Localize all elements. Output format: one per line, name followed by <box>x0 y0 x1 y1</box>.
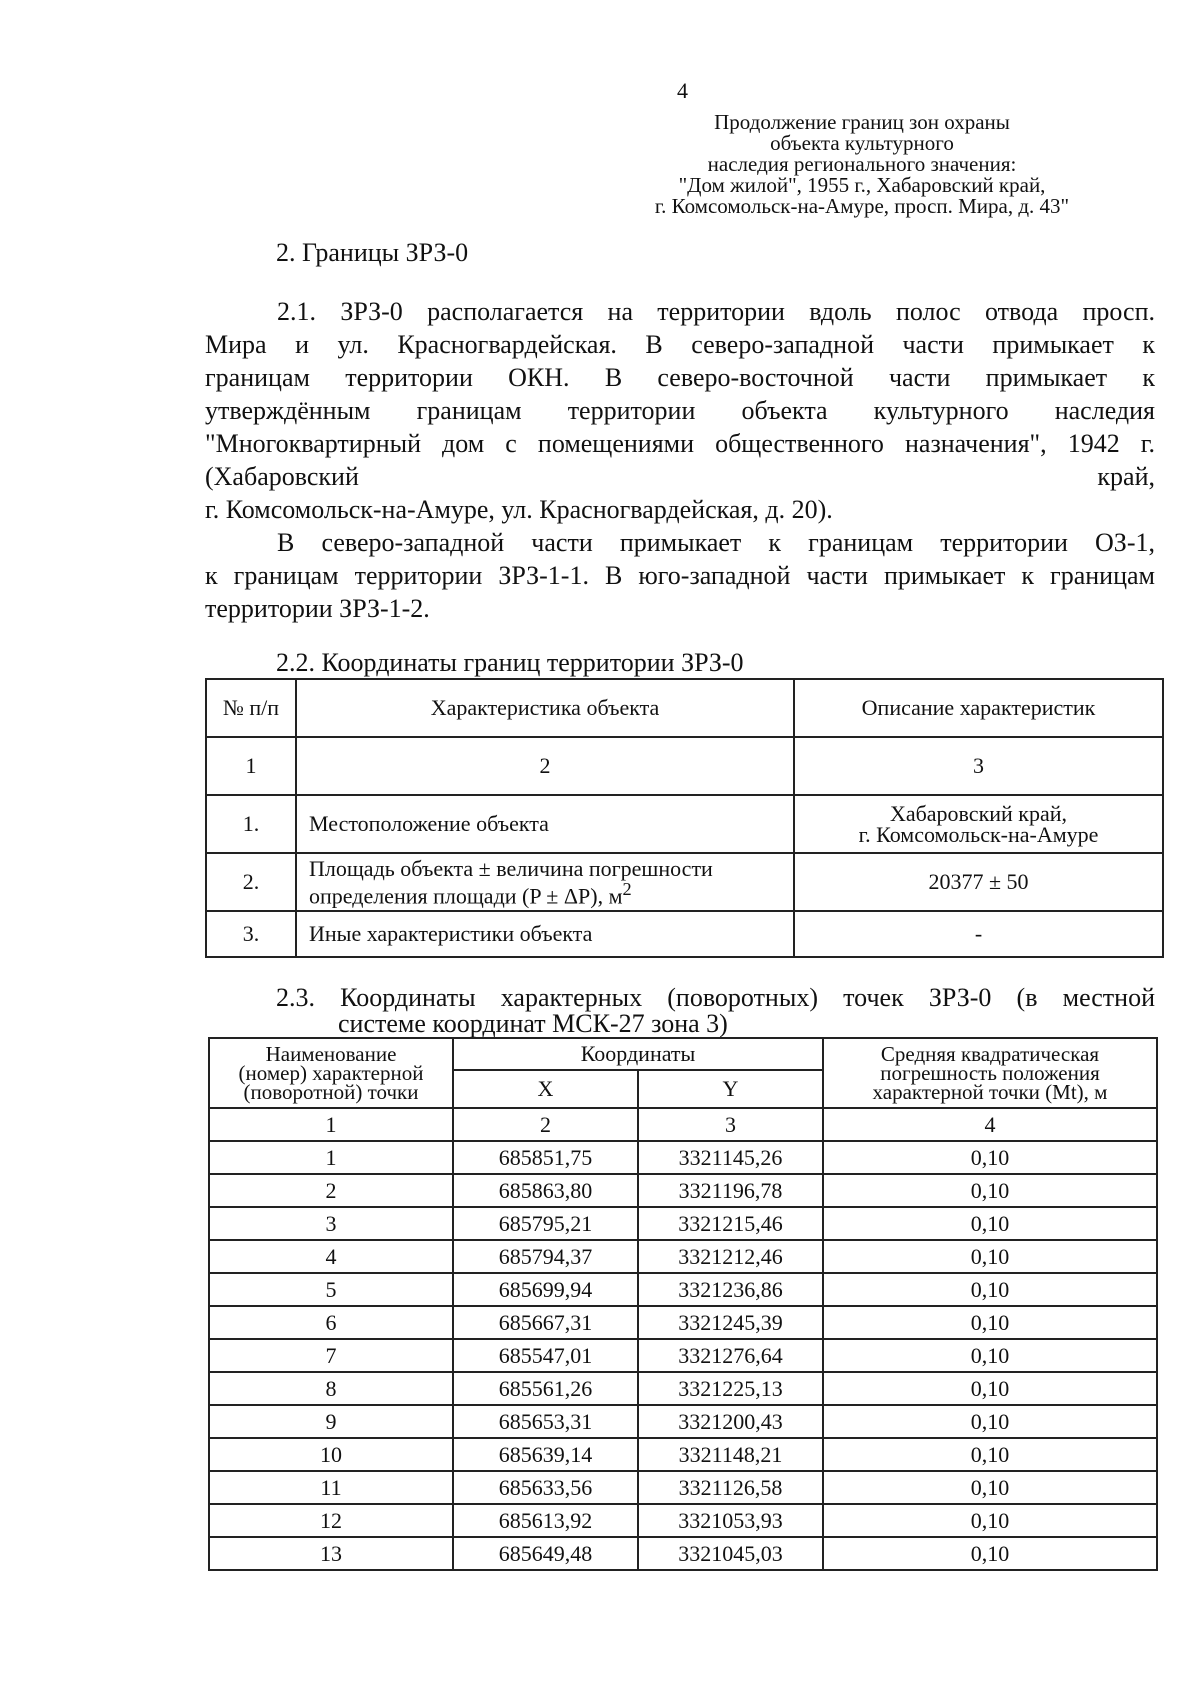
table-cell: 6 <box>209 1306 453 1339</box>
table-cell: 685653,31 <box>453 1405 638 1438</box>
header-line: г. Комсомольск-на-Амуре, просп. Мира, д. 43" <box>654 194 1070 218</box>
header-line: объекта культурного <box>770 131 954 155</box>
table-cell: 3. <box>206 911 296 957</box>
table-row <box>209 1273 1157 1306</box>
paragraph-line: "Многоквартирный дом с помещениями общественного назначения", 1942 г. <box>205 429 1155 458</box>
table-cell: 2 <box>453 1108 638 1141</box>
table-cell: 2 <box>209 1174 453 1207</box>
header-cell: Описание характеристик <box>794 679 1163 737</box>
table-cell: 0,10 <box>823 1240 1157 1273</box>
paragraph-boundaries-cont <box>205 328 1155 526</box>
header-cell-error <box>823 1038 1157 1108</box>
table-cell: 0,10 <box>823 1306 1157 1339</box>
table-row <box>209 1174 1157 1207</box>
table-row <box>209 1405 1157 1438</box>
table-cell: 3321196,78 <box>638 1174 823 1207</box>
table-cell: 9 <box>209 1405 453 1438</box>
header-cell-x: X <box>453 1070 638 1108</box>
header-line: Наименование <box>265 1041 397 1066</box>
cell-line: Хабаровский край, <box>889 801 1068 826</box>
table-row <box>206 853 1163 911</box>
cell-text: определения площади (P ± ΔP), м <box>309 883 623 909</box>
table-cell: 685667,31 <box>453 1306 638 1339</box>
section-title: 2. Границы ЗРЗ-0 <box>276 238 469 267</box>
cell-line <box>309 878 793 909</box>
table-cell: 0,10 <box>823 1339 1157 1372</box>
table-cell: 0,10 <box>823 1405 1157 1438</box>
table-cell: 7 <box>209 1339 453 1372</box>
table-cell: 3 <box>209 1207 453 1240</box>
paragraph-boundaries <box>205 295 1155 328</box>
table-cell: 0,10 <box>823 1372 1157 1405</box>
table-cell: 1 <box>209 1108 453 1141</box>
table1-caption: 2.2. Координаты границ территории ЗРЗ-0 <box>276 648 744 677</box>
characteristics-table <box>205 678 1164 958</box>
table-cell: 0,10 <box>823 1471 1157 1504</box>
table-cell: 2 <box>296 737 794 795</box>
cell-line: Площадь объекта ± величина погрешности <box>309 855 713 881</box>
table-cell: 685613,92 <box>453 1504 638 1537</box>
table-cell: 3321126,58 <box>638 1471 823 1504</box>
table-row <box>209 1240 1157 1273</box>
paragraph-line: В северо-западной части примыкает к границам территории ОЗ-1, <box>277 528 1155 557</box>
table-cell: 0,10 <box>823 1537 1157 1570</box>
paragraph-line: территории ЗРЗ-1-2. <box>205 594 430 623</box>
table-cell: 685639,14 <box>453 1438 638 1471</box>
table-number-row <box>206 737 1163 795</box>
table-cell: 3 <box>794 737 1163 795</box>
header-line: Средняя квадратическая <box>880 1041 1100 1066</box>
paragraph-line: 2.1. ЗРЗ-0 располагается на территории вдоль полос отвода просп. <box>277 297 1155 326</box>
header-cell-coordinates: Координаты <box>453 1038 823 1070</box>
table-cell: 3321276,64 <box>638 1339 823 1372</box>
table-cell: 3321236,86 <box>638 1273 823 1306</box>
table-row <box>209 1339 1157 1372</box>
table-cell: 3321045,03 <box>638 1537 823 1570</box>
table-cell: 3321200,43 <box>638 1405 823 1438</box>
table-row <box>209 1141 1157 1174</box>
paragraph-line: (Хабаровский край, <box>205 462 1155 491</box>
table-number-row <box>209 1108 1157 1141</box>
header-cell: № п/п <box>206 679 296 737</box>
table-cell: 3321245,39 <box>638 1306 823 1339</box>
table-cell: 685795,21 <box>453 1207 638 1240</box>
table-cell: 3321225,13 <box>638 1372 823 1405</box>
table-row <box>209 1372 1157 1405</box>
table-cell: 685561,26 <box>453 1372 638 1405</box>
table-header-row <box>209 1038 1157 1070</box>
paragraph-adjacent <box>205 526 1155 625</box>
table-cell: 0,10 <box>823 1438 1157 1471</box>
table-cell: 3321212,46 <box>638 1240 823 1273</box>
table-cell: 13 <box>209 1537 453 1570</box>
table-cell: 1 <box>206 737 296 795</box>
table-row <box>206 795 1163 853</box>
header-line: характерной точки (Mt), м <box>872 1079 1108 1104</box>
table-cell: 3321053,93 <box>638 1504 823 1537</box>
header-line: "Дом жилой", 1955 г., Хабаровский край, <box>678 173 1046 197</box>
document-header <box>582 112 1142 217</box>
paragraph-line: Мира и ул. Красногвардейская. В северо-западной части примыкает к <box>205 330 1155 359</box>
paragraph-line: утверждённым границам территории объекта культурного наследия <box>205 396 1155 425</box>
table-cell: 0,10 <box>823 1273 1157 1306</box>
table-cell: 12 <box>209 1504 453 1537</box>
header-cell: Характеристика объекта <box>296 679 794 737</box>
table-cell: 0,10 <box>823 1174 1157 1207</box>
table-cell: 0,10 <box>823 1141 1157 1174</box>
table-cell: 20377 ± 50 <box>794 853 1163 911</box>
table-cell: 685863,80 <box>453 1174 638 1207</box>
paragraph-line: к границам территории ЗРЗ-1-1. В юго-западной части примыкает к границам <box>205 561 1155 590</box>
superscript: 2 <box>622 878 632 899</box>
caption-line: 2.3. Координаты характерных (поворотных) точек ЗРЗ-0 (в местной <box>276 983 1155 1012</box>
table-cell: 3321148,21 <box>638 1438 823 1471</box>
table-cell: 685547,01 <box>453 1339 638 1372</box>
page-number: 4 <box>677 78 688 103</box>
table-cell: 11 <box>209 1471 453 1504</box>
table-row <box>209 1504 1157 1537</box>
table-cell: 10 <box>209 1438 453 1471</box>
header-line: (поворотной) точки <box>243 1079 419 1104</box>
table-cell: 685699,94 <box>453 1273 638 1306</box>
table2-caption <box>205 985 1155 1037</box>
table-header-row <box>206 679 1163 737</box>
paragraph-line: г. Комсомольск-на-Амуре, ул. Красногвардейская, д. 20). <box>205 495 833 524</box>
coordinates-table <box>208 1037 1158 1571</box>
caption-line: системе координат МСК-27 зона 3) <box>338 1009 728 1038</box>
table-cell: 1 <box>209 1141 453 1174</box>
header-line: наследия регионального значения: <box>707 152 1017 176</box>
table-cell: 3321215,46 <box>638 1207 823 1240</box>
table-cell: 685794,37 <box>453 1240 638 1273</box>
paragraph-line: границам территории ОКН. В северо-восточной части примыкает к <box>205 363 1155 392</box>
table-cell: 685851,75 <box>453 1141 638 1174</box>
table-cell: 0,10 <box>823 1504 1157 1537</box>
table-cell: 2. <box>206 853 296 911</box>
header-cell-y: Y <box>638 1070 823 1108</box>
table-row <box>209 1207 1157 1240</box>
table-cell: Местоположение объекта <box>296 795 794 853</box>
table-row <box>209 1438 1157 1471</box>
table-cell: 8 <box>209 1372 453 1405</box>
table-cell: 4 <box>209 1240 453 1273</box>
table-cell <box>794 795 1163 853</box>
cell-line: г. Комсомольск-на-Амуре <box>858 822 1099 847</box>
header-line: Продолжение границ зон охраны <box>714 110 1010 134</box>
header-line: погрешность положения <box>880 1060 1100 1085</box>
header-line: (номер) характерной <box>238 1060 424 1085</box>
table-cell: 0,10 <box>823 1207 1157 1240</box>
header-cell-point <box>209 1038 453 1108</box>
table-cell: 3321145,26 <box>638 1141 823 1174</box>
table-cell: - <box>794 911 1163 957</box>
table-cell: 685649,48 <box>453 1537 638 1570</box>
table-cell: 1. <box>206 795 296 853</box>
table-cell <box>296 853 794 911</box>
table-cell: 685633,56 <box>453 1471 638 1504</box>
table-cell: 4 <box>823 1108 1157 1141</box>
table-row <box>209 1306 1157 1339</box>
table-row <box>209 1471 1157 1504</box>
table-cell: 3 <box>638 1108 823 1141</box>
table-cell: Иные характеристики объекта <box>296 911 794 957</box>
table-row <box>209 1537 1157 1570</box>
table-row <box>206 911 1163 957</box>
table-cell: 5 <box>209 1273 453 1306</box>
